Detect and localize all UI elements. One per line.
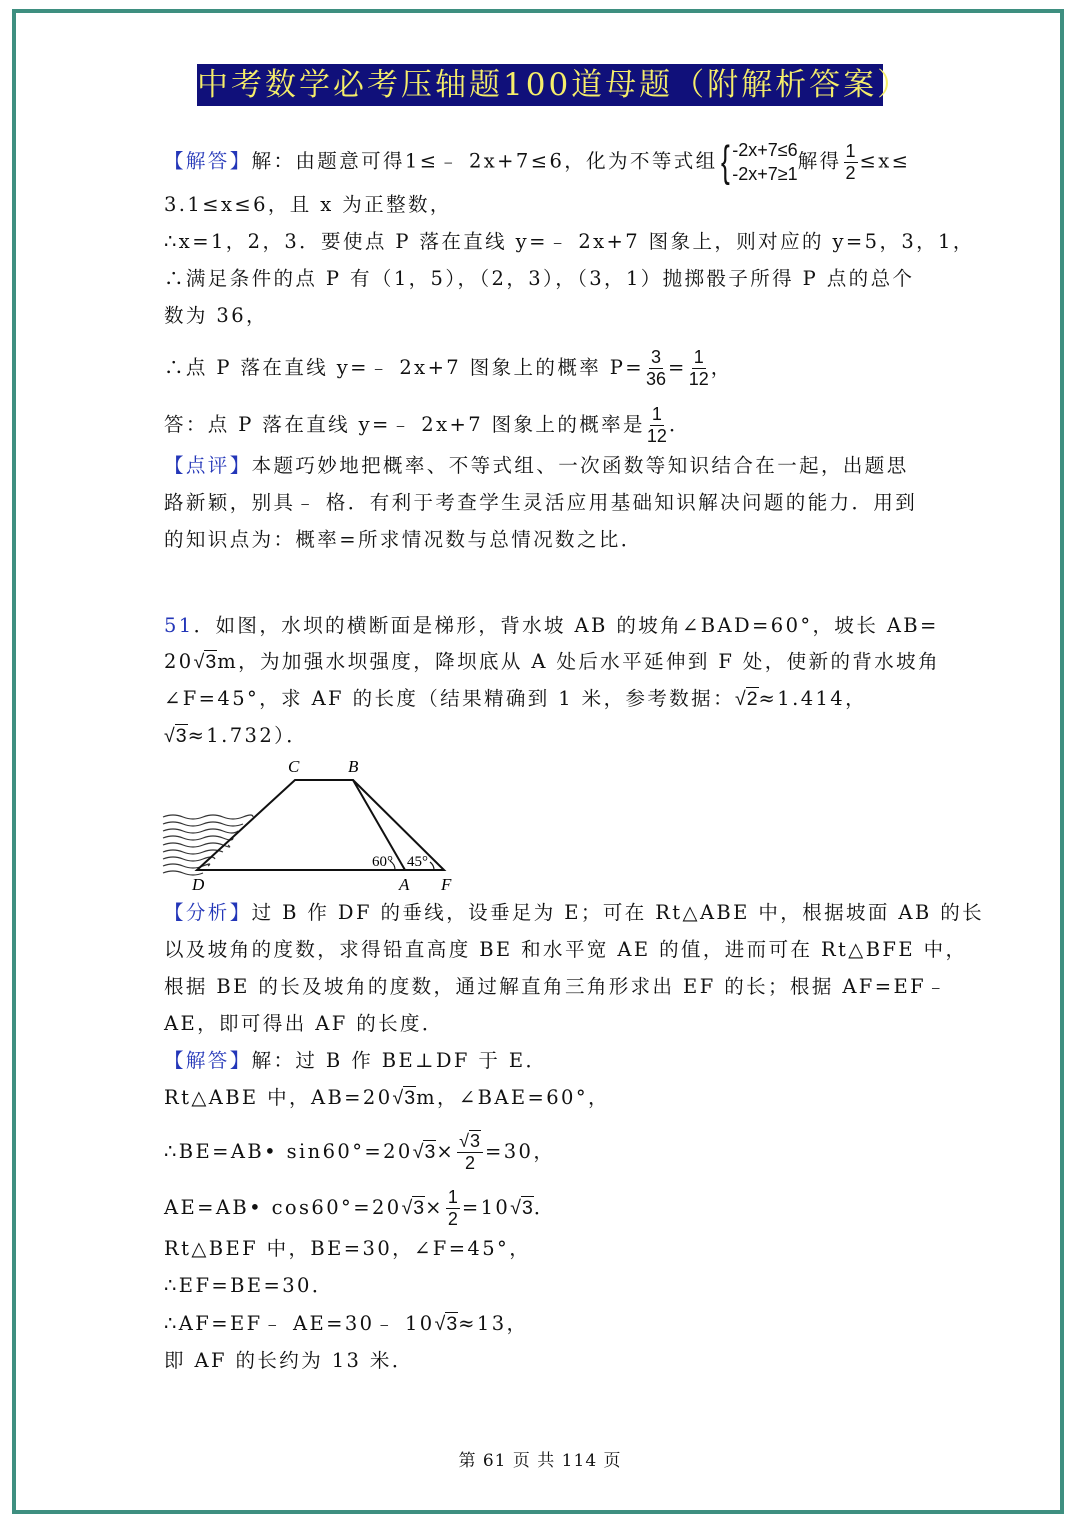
text-line: 即 AF 的长约为 13 米． bbox=[164, 1349, 414, 1372]
text: ∴点 P 落在直线 y=﹣ 2x+7 图象上的概率 P= bbox=[164, 356, 644, 379]
label-c: C bbox=[288, 757, 300, 776]
fraction: $\frac{1}{2}$ bbox=[845, 140, 856, 183]
text: 解：过 B 作 BE⊥DF 于 E． bbox=[251, 1049, 548, 1072]
text: ．如图，水坝的横断面是梯形，背水坡 AB 的坡角∠BAD=60°，坡长 AB= bbox=[193, 614, 939, 637]
question-line bbox=[164, 686, 867, 712]
answer-line bbox=[164, 404, 691, 447]
text-line: 路新颖，别具﹣ 格．有利于考查学生灵活应用基础知识解决问题的能力．用到 bbox=[164, 491, 918, 514]
text: ∴BE=AB• sin60°=20 bbox=[164, 1140, 413, 1163]
text: 解得 bbox=[797, 149, 842, 173]
answer-label: 【解答】 bbox=[164, 1049, 252, 1072]
inequality: -2x+7≤6 bbox=[732, 140, 798, 160]
inequality-system: { -2x+7≤6 -2x+7≥1 bbox=[720, 137, 798, 186]
text: 答：点 P 落在直线 y=﹣ 2x+7 图象上的概率是 bbox=[164, 413, 645, 436]
text-line: AE，即可得出 AF 的长度． bbox=[164, 1012, 444, 1035]
text-line: ∴x=1，2，3．要使点 P 落在直线 y=﹣ 2x+7 图象上，则对应的 y=5，3，1， bbox=[164, 230, 975, 253]
text: ． bbox=[668, 413, 691, 436]
text-line: ∴满足条件的点 P 有（1，5），（2，3），（3，1）抛掷骰子所得 P 点的总个 bbox=[164, 267, 915, 290]
question-line bbox=[164, 723, 308, 749]
question-line bbox=[164, 649, 940, 675]
text: 本题巧妙地把概率、不等式组、一次函数等知识结合在一起，出题思 bbox=[251, 454, 909, 477]
answer-label: 【解答】 bbox=[164, 149, 252, 173]
text-line bbox=[164, 1131, 555, 1174]
comment-line bbox=[164, 453, 909, 479]
sqrt: √3 bbox=[510, 1197, 533, 1219]
text: =30， bbox=[484, 1140, 556, 1163]
solution-line bbox=[164, 138, 910, 186]
text-line: 数为 36， bbox=[164, 304, 268, 327]
sqrt: √3 bbox=[193, 651, 217, 673]
fraction: $\frac{1}{2}$ bbox=[447, 1187, 458, 1229]
text-line bbox=[164, 1311, 528, 1337]
fraction: $\frac{3}{36}$ bbox=[645, 347, 667, 389]
text: ∠F=45°，求 AF 的长度（结果精确到 1 米，参考数据： bbox=[164, 687, 735, 710]
text-line: ∴EF=BE=30． bbox=[164, 1274, 334, 1297]
dam-diagram bbox=[160, 752, 460, 897]
fraction: $\frac{1}{12}$ bbox=[688, 347, 709, 389]
angle-60: 60° bbox=[372, 854, 393, 870]
sqrt: √3 bbox=[401, 1197, 425, 1219]
sqrt: √3 bbox=[392, 1087, 416, 1109]
page-title: 中考数学必考压轴题100道母题（附解析答案） bbox=[197, 64, 883, 106]
water-waves bbox=[163, 815, 253, 875]
sqrt: √3 bbox=[164, 725, 187, 747]
label-d: D bbox=[192, 875, 205, 894]
text: m，为加强水坝强度，降坝底从 A 处后水平延伸到 F 处，使新的背水坡角 bbox=[217, 650, 940, 673]
text: =10 bbox=[461, 1196, 511, 1219]
text: ≈13， bbox=[458, 1312, 529, 1335]
text: 解：由题意可得1≤﹣ 2x+7≤6，化为不等式组 bbox=[251, 149, 718, 173]
fraction: $\frac{√3}{2}$ bbox=[457, 1131, 483, 1174]
probability-line bbox=[164, 347, 733, 390]
label-a: A bbox=[399, 875, 410, 894]
text: 过 B 作 DF 的垂线，设垂足为 E；可在 Rt△ABE 中，根据坡面 AB 的长 bbox=[251, 901, 984, 924]
text: AE=AB• cos60°=20 bbox=[164, 1196, 402, 1219]
label-b: B bbox=[348, 757, 359, 776]
text: ≤x≤ bbox=[859, 149, 911, 173]
text-line: 以及坡角的度数，求得铅直高度 BE 和水平宽 AE 的值，进而可在 Rt△BFE 中， bbox=[164, 938, 968, 961]
comment-label: 【点评】 bbox=[164, 454, 252, 477]
sqrt: √3 bbox=[412, 1141, 436, 1163]
text: × bbox=[436, 1140, 456, 1163]
text: 20 bbox=[164, 650, 194, 673]
label-f: F bbox=[441, 875, 452, 894]
text-line bbox=[164, 1187, 556, 1230]
text-line: 根据 BE 的长及坡角的度数，通过解直角三角形求出 EF 的长；根据 AF=EF﹣ bbox=[164, 975, 948, 998]
text: × bbox=[425, 1196, 444, 1219]
text: = bbox=[668, 356, 687, 379]
sqrt: √2 bbox=[734, 688, 758, 710]
text: Rt△ABE 中，AB=20 bbox=[164, 1086, 393, 1109]
page-number: 第 61 页 共 114 页 bbox=[458, 1451, 622, 1471]
analysis-line bbox=[164, 900, 984, 926]
text: ≈1.414， bbox=[758, 687, 868, 710]
solution-line bbox=[164, 1048, 547, 1074]
text-line: 的知识点为：概率=所求情况数与总情况数之比． bbox=[164, 528, 643, 551]
text: ∴AF=EF﹣ AE=30﹣ 10 bbox=[164, 1312, 435, 1335]
text: ≈1.732）． bbox=[187, 724, 309, 747]
question-line bbox=[164, 613, 939, 639]
question-number: 51 bbox=[164, 614, 194, 637]
text-line bbox=[164, 1085, 610, 1111]
text-line: Rt△BEF 中，BE=30，∠F=45°， bbox=[164, 1237, 532, 1260]
text: m，∠BAE=60°， bbox=[416, 1086, 610, 1109]
text-line: 3.1≤x≤6，且 x 为正整数， bbox=[164, 193, 452, 216]
analysis-label: 【分析】 bbox=[164, 901, 252, 924]
fraction: $\frac{1}{12}$ bbox=[646, 404, 667, 446]
text: ． bbox=[533, 1196, 556, 1219]
sqrt: √3 bbox=[434, 1313, 458, 1335]
angle-45: 45° bbox=[407, 854, 428, 870]
inequality: -2x+7≥1 bbox=[732, 164, 798, 184]
text: ， bbox=[710, 356, 733, 379]
